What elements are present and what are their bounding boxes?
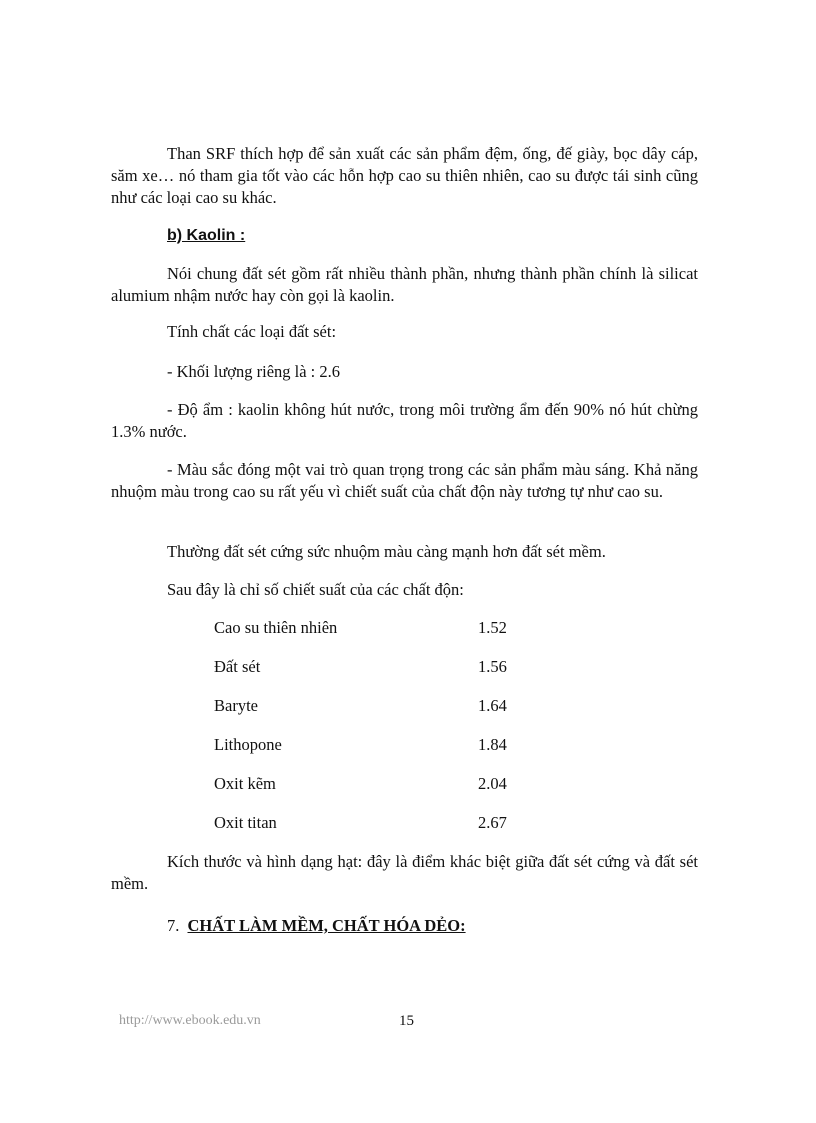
table-cell-value: 1.56 — [478, 657, 507, 676]
paragraph-kaolin-intro: Nói chung đất sét gồm rất nhiều thành phần, nhưng thành phần chính là silicat alumium nhậm nước hay còn gọi là kaolin. — [111, 264, 698, 305]
paragraph-particle-size: Kích thước và hình dạng hạt: đây là điểm khác biệt giữa đất sét cứng và đất sét mềm. — [111, 852, 698, 893]
table-cell-name: Oxit kẽm — [214, 774, 276, 793]
paragraph-density: - Khối lượng riêng là : 2.6 — [167, 362, 341, 381]
table-row — [214, 812, 514, 834]
table-row — [214, 734, 514, 756]
table-cell-value: 1.64 — [478, 696, 507, 715]
section-number: 7. — [167, 916, 180, 935]
table-cell-value: 1.84 — [478, 735, 507, 754]
table-cell-name: Đất sét — [214, 657, 261, 676]
page-number: 15 — [399, 1013, 414, 1029]
table-row — [214, 617, 514, 639]
footer-url-link[interactable]: http://www.ebook.edu.vn — [119, 1013, 261, 1028]
section-title: CHẤT LÀM MỀM, CHẤT HÓA DẺO: — [187, 916, 466, 935]
table-cell-name: Cao su thiên nhiên — [214, 618, 338, 637]
paragraph-color: - Màu sắc đóng một vai trò quan trọng trong các sản phẩm màu sáng. Khả năng nhuộm màu trong cao su rất yếu vì chiết suất của chất độn này tương tự như cao su. — [111, 460, 698, 501]
table-cell-value: 2.04 — [478, 774, 507, 793]
paragraph-table-intro: Sau đây là chỉ số chiết suất của các chất độn: — [167, 580, 464, 599]
paragraph-moisture: - Độ ẩm : kaolin không hút nước, trong môi trường ẩm đến 90% nó hút chừng 1.3% nước. — [111, 400, 698, 441]
table-cell-value: 1.52 — [478, 618, 507, 637]
table-cell-name: Oxit titan — [214, 813, 277, 832]
table-row — [214, 773, 514, 795]
section-heading-7 — [167, 915, 466, 937]
table-row — [214, 656, 514, 678]
table-cell-name: Baryte — [214, 696, 258, 715]
paragraph-srf: Than SRF thích hợp để sản xuất các sản phẩm đệm, ống, đế giày, bọc dây cáp, săm xe… nó tham gia tốt vào các hỗn hợp cao su thiên nhiên, cao su được tái sinh cũng như các loại cao su khác. — [111, 144, 698, 207]
subheading-kaolin: b) Kaolin : — [167, 227, 246, 244]
paragraph-properties-heading: Tính chất các loại đất sét: — [167, 322, 337, 341]
table-cell-value: 2.67 — [478, 813, 507, 832]
table-row — [214, 695, 514, 717]
table-cell-name: Lithopone — [214, 735, 282, 754]
paragraph-hard-clay: Thường đất sét cứng sức nhuộm màu càng mạnh hơn đất sét mềm. — [167, 542, 606, 561]
